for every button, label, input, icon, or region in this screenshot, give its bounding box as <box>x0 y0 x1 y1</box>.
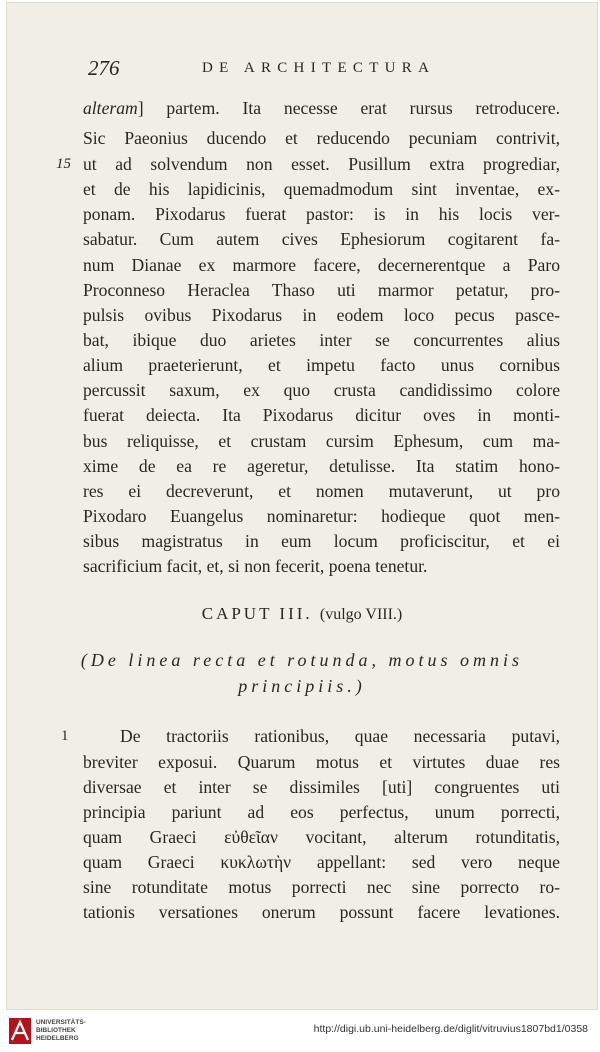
text-line <box>6 353 598 377</box>
library-name-line: UNIVERSITÄTS- <box>36 1019 86 1026</box>
section-number: 1 <box>61 728 69 744</box>
text-line-content: bat, ibique duo arietes inter se concurrentes alius <box>83 330 560 350</box>
text-line <box>6 303 598 327</box>
text-line <box>6 724 598 748</box>
text-line-content: et de his lapidicinis, quemadmodum sint inventae, ex- <box>83 179 560 199</box>
chapter-vulgo: (vulgo VIII.) <box>319 606 403 623</box>
text-line-content: quam Graeci εὐθεῖαν vocitant, alterum rotunditatis, <box>83 827 560 847</box>
page-number: 276 <box>88 56 120 80</box>
text-line-content: quam Graeci κυκλωτὴν appellant: sed vero neque <box>83 852 560 872</box>
text-line-content: ponam. Pixodarus fuerat pastor: is in his locis ver- <box>83 204 560 224</box>
text-line <box>6 403 598 427</box>
text-line <box>6 454 598 478</box>
text-line <box>6 529 598 553</box>
text-line <box>6 825 598 849</box>
text-line-content: principia pariunt ad eos perfectus, unum porrecti, <box>83 802 560 822</box>
text-line-content: num Dianae ex marmore facere, decernerentque a Paro <box>83 255 560 275</box>
text-line-content: xime de ea re ageretur, detulisse. Ita statim hono- <box>83 456 560 476</box>
library-name-line: HEIDELBERG <box>36 1035 79 1042</box>
text-line <box>6 554 598 578</box>
text-line <box>6 900 598 924</box>
text-line <box>6 750 598 774</box>
text-line <box>6 479 598 503</box>
text-line <box>6 202 598 226</box>
university-library-logo-icon[interactable] <box>8 1016 32 1046</box>
text-line <box>6 278 598 302</box>
chapter-heading <box>6 604 598 624</box>
text-line <box>6 504 598 528</box>
text-line <box>6 850 598 874</box>
text-line-content: diversae et inter se dissimiles [uti] congruentes uti <box>83 777 560 797</box>
text-line-content: fuerat deiecta. Ita Pixodarus dicitur oves in monti- <box>83 405 560 425</box>
text-line <box>6 328 598 352</box>
chapter-subtitle-line-2: principiis.) <box>238 676 366 696</box>
last-text-line: sacrificium facit, et, si non fecerit, poena tenetur. <box>83 556 428 576</box>
text-line <box>6 253 598 277</box>
text-line <box>6 875 598 899</box>
text-line <box>6 177 598 201</box>
text-line-content: alium praeterierunt, et impetu facto unus cornibus <box>83 355 560 375</box>
text-line-content: Sic Paeonius ducendo et reducendo pecuniam contrivit, <box>83 128 560 148</box>
text-line <box>6 429 598 453</box>
text-line-content: sine rotunditate motus porrecti nec sine porrecto ro- <box>83 877 560 897</box>
text-line-content: Pixodaro Euangelus nominaretur: hodieque quot men- <box>83 506 560 526</box>
text-line <box>6 800 598 824</box>
text-line-content: pulsis ovibus Pixodarus in eodem loco pecus pasce- <box>83 305 560 325</box>
text-line-content: percussit saxum, ex quo crusta candidissimo colore <box>83 380 560 400</box>
text-line-content: res ei decreverunt, et nomen mutaverunt, ut pro <box>83 481 560 501</box>
text-line-content: sabatur. Cum autem cives Ephesiorum cogitarent fa- <box>83 229 560 249</box>
text-line-content: breviter exposui. Quarum motus et virtutes duae res <box>83 752 560 772</box>
source-url-link[interactable]: http://digi.ub.uni-heidelberg.de/diglit/vitruvius1807bd1/0358 <box>313 1023 588 1035</box>
book-page <box>6 2 598 1010</box>
first-line-italic: alteram <box>83 98 138 118</box>
library-name-line: BIBLIOTHEK <box>36 1027 76 1034</box>
text-line <box>6 96 598 120</box>
text-line <box>6 775 598 799</box>
text-line-content: tationis versationes onerum possunt facere levationes. <box>83 902 560 922</box>
text-line-content: bus reliquisse, et crustam cursim Ephesum, cum ma- <box>83 431 560 451</box>
text-line <box>6 378 598 402</box>
margin-line-number: 15 <box>56 156 71 172</box>
text-line <box>6 126 598 150</box>
text-line-content: ut ad solvendum non esset. Pusillum extra progrediar, <box>83 154 560 174</box>
text-line-content: sibus magistratus in eum locum proficiscitur, et ei <box>83 531 560 551</box>
text-line <box>6 227 598 251</box>
chapter-subtitle-line-1: (De linea recta et rotunda, motus omnis <box>80 650 524 670</box>
text-line <box>6 152 598 176</box>
running-title: DE ARCHITECTURA <box>202 60 436 76</box>
first-text-line <box>83 96 560 120</box>
text-line-content: Proconneso Heraclea Thaso uti marmor petatur, pro- <box>83 280 560 300</box>
library-name <box>36 1019 86 1043</box>
text-line-content: De tractoriis rationibus, quae necessaria putavi, <box>120 726 560 746</box>
first-line-rest: ] partem. Ita necesse erat rursus retroducere. <box>137 98 560 118</box>
viewer-footer <box>0 1010 600 1052</box>
page-header <box>6 56 598 82</box>
chapter-title: CAPUT III. <box>201 604 313 623</box>
